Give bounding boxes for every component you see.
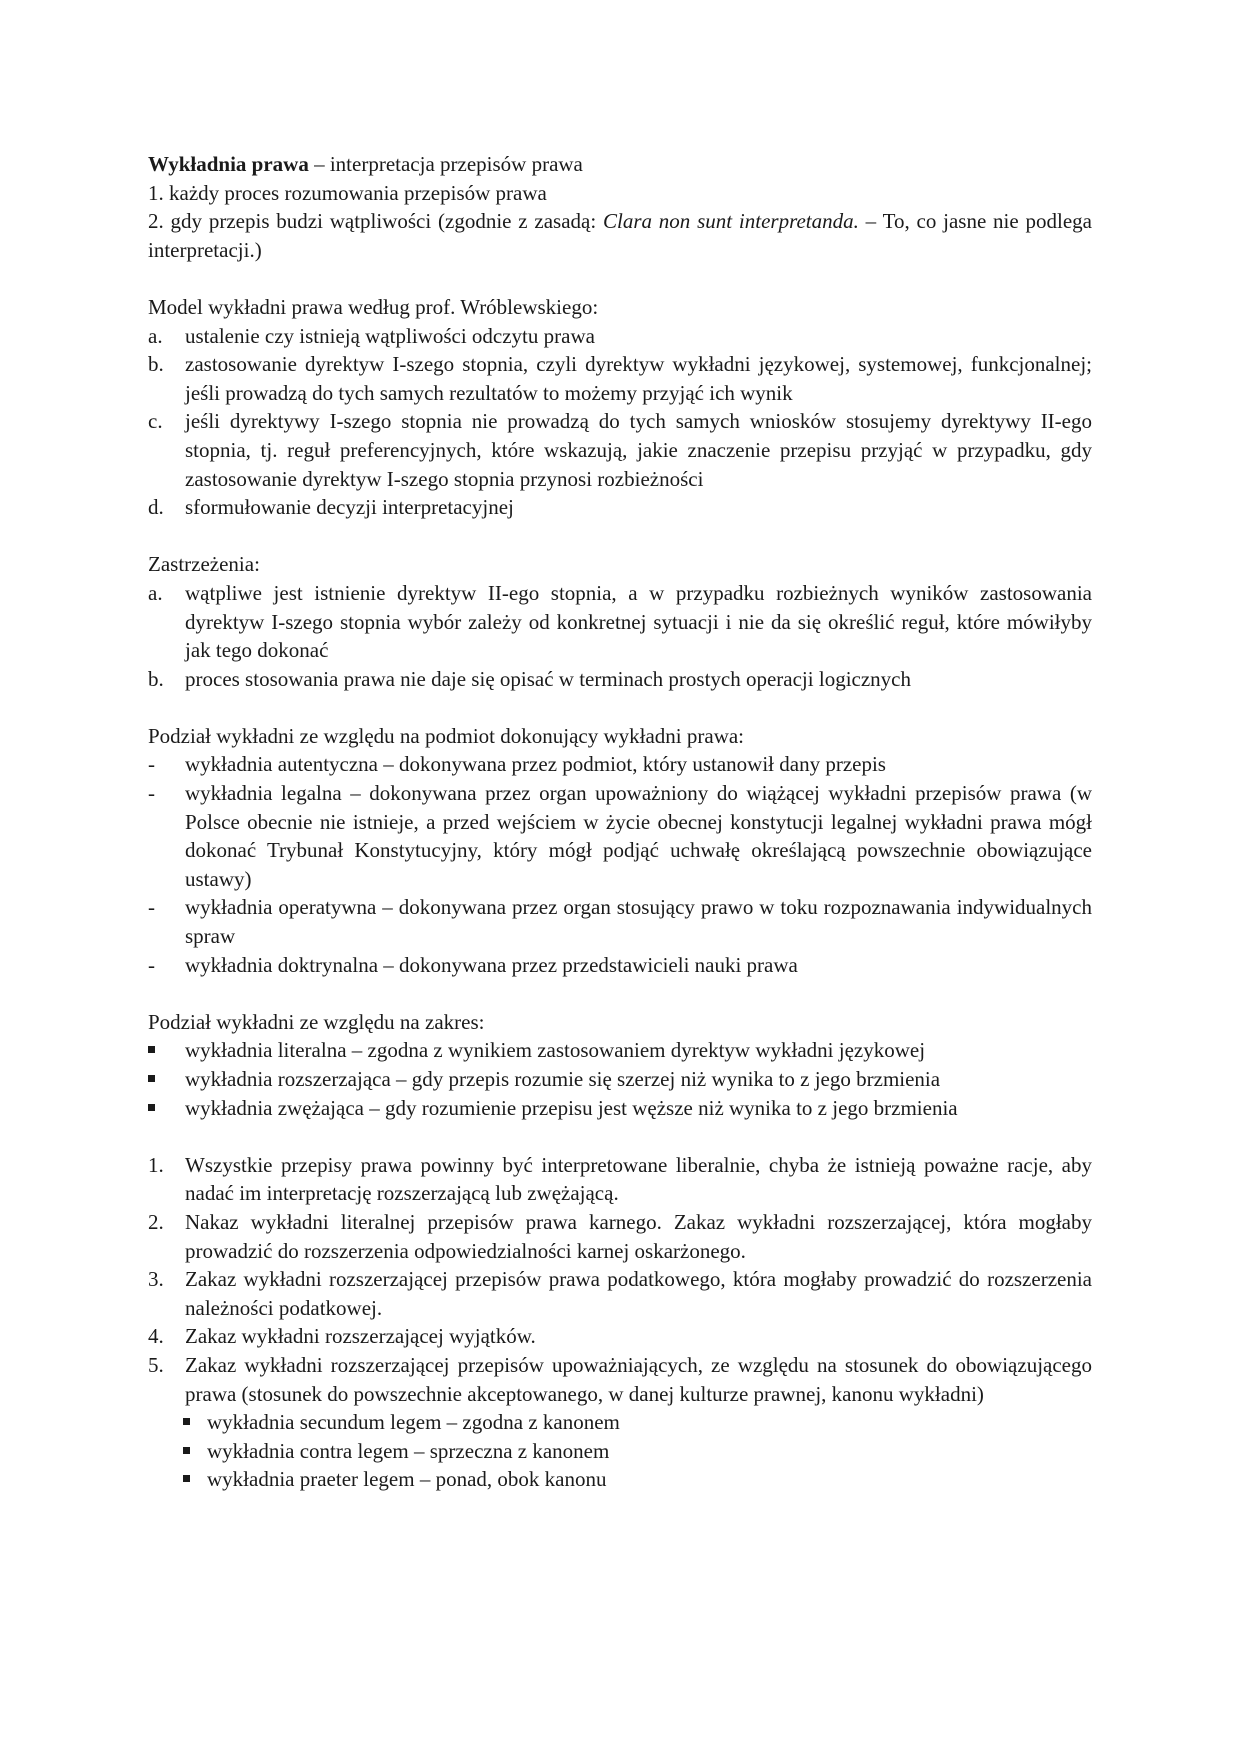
reservation-item-b: b. proces stosowania prawa nie daje się opisać w terminach prostych operacji logicznych (148, 666, 911, 691)
reservations-heading: Zastrzeżenia: (148, 552, 260, 577)
rule-item-4: 4. Zakaz wykładni rozszerzającej wyjątków. (148, 1324, 536, 1349)
subject-item-operative: - wykładnia operatywna – dokonywana przez organ stosujący prawo w toku rozpoznawania indywidualnych spraw (148, 895, 1092, 949)
reservation-item-a: a. wątpliwe jest istnienie dyrektyw II-ego stopnia, a w przypadku rozbieżnych wyników zastosowania dyrektyw I-szego stopnia wybór zależy od konkretnej sytuacji i nie da się określić reguł, które mówiłyby jak tego dokonać (148, 580, 1092, 663)
square-bullet-icon (183, 1437, 207, 1466)
sub-item-secundum: wykładnia secundum legem – zgodna z kanonem (148, 1408, 1092, 1437)
square-bullet-icon (148, 1036, 185, 1065)
scope-item-extending: wykładnia rozszerzająca – gdy przepis rozumie się szerzej niż wynika to z jego brzmienia (148, 1065, 1092, 1094)
rule-item-2: 2. Nakaz wykładni literalnej przepisów prawa karnego. Zakaz wykładni rozszerzającej, która mogłaby prowadzić do rozszerzenia odpowiedzialności karnej oskarżonego. (148, 1209, 1092, 1263)
scope-item-literal: wykładnia literalna – zgodna z wynikiem zastosowaniem dyrektyw wykładni językowej (148, 1036, 1092, 1065)
scope-item-narrowing: wykładnia zwężająca – gdy rozumienie przepisu jest węższe niż wynika to z jego brzmienia (148, 1094, 1092, 1123)
subject-item-doctrinal: - wykładnia doktrynalna – dokonywana przez przedstawicieli nauki prawa (148, 952, 798, 977)
sub-item-praeter: wykładnia praeter legem – ponad, obok kanonu (148, 1465, 1092, 1494)
model-item-a: a. ustalenie czy istnieją wątpliwości odczytu prawa (148, 323, 595, 348)
square-bullet-icon (183, 1408, 207, 1437)
title-rest: – interpretacja przepisów prawa (308, 152, 583, 176)
rule-item-3: 3. Zakaz wykładni rozszerzającej przepisów prawa podatkowego, która mogłaby prowadzić do rozszerzenia należności podatkowej. (148, 1267, 1092, 1320)
model-item-d: d. sformułowanie decyzji interpretacyjnej (148, 495, 514, 520)
intro-item-2: 2. gdy przepis budzi wątpliwości (zgodnie z zasadą: Clara non sunt interpretanda. – To, co jasne nie podlega interpretacji.) (148, 209, 1092, 262)
scope-division-heading: Podział wykładni ze względu na zakres: (148, 1009, 485, 1034)
sub-item-contra: wykładnia contra legem – sprzeczna z kanonem (148, 1437, 1092, 1466)
square-bullet-icon (148, 1065, 185, 1094)
intro-item-1: 1. każdy proces rozumowania przepisów prawa (148, 180, 547, 205)
title-bold: Wykładnia prawa (148, 152, 309, 176)
subject-division-heading: Podział wykładni ze względu na podmiot dokonujący wykładni prawa: (148, 723, 745, 748)
square-bullet-icon (183, 1465, 207, 1494)
rule-item-5: 5. Zakaz wykładni rozszerzającej przepisów upoważniających, ze względu na stosunek do obowiązującego prawa (stosunek do powszechnie akceptowanego, w danej kulturze prawnej, kanonu wykładni) (148, 1352, 1092, 1406)
model-item-c: c. jeśli dyrektywy I-szego stopnia nie prowadzą do tych samych wniosków stosujemy dyrektywy II-ego stopnia, tj. reguł preferencyjnych, które wskazują, jakie znaczenie przepisu przyjąć w przypadku, gdy zastosowanie dyrektyw I-szego stopnia przynosi rozbieżności (148, 409, 1092, 491)
model-item-b: b. zastosowanie dyrektyw I-szego stopnia, czyli dyrektyw wykładni językowej, systemowej, funkcjonalnej; jeśli prowadzą do tych samych rezultatów to możemy przyjąć ich wynik (148, 352, 1092, 405)
model-heading: Model wykładni prawa według prof. Wróblewskiego: (148, 294, 599, 319)
square-bullet-icon (148, 1094, 185, 1123)
latin-maxim: Clara non sunt interpretanda. (603, 209, 859, 234)
document-body (148, 150, 1092, 1494)
rule-item-1: 1. Wszystkie przepisy prawa powinny być interpretowane liberalnie, chyba że istnieją poważne racje, aby nadać im interpretację rozszerzającą lub zwężającą. (148, 1152, 1092, 1206)
title-line (148, 150, 1092, 179)
subject-item-legal: - wykładnia legalna – dokonywana przez organ upoważniony do wiążącej wykładni przepisów prawa (w Polsce obecnie nie istnieje, a przed wejściem w życie obecnej konstytucji legalnej wykładni prawa mógł dokonać Trybunał Konstytucyjny, który mógł podjąć uchwałę określającą powszechnie obowiązujące ustawy) (148, 781, 1092, 891)
subject-item-authentic: - wykładnia autentyczna – dokonywana przez podmiot, który ustanowił dany przepis (148, 752, 886, 777)
